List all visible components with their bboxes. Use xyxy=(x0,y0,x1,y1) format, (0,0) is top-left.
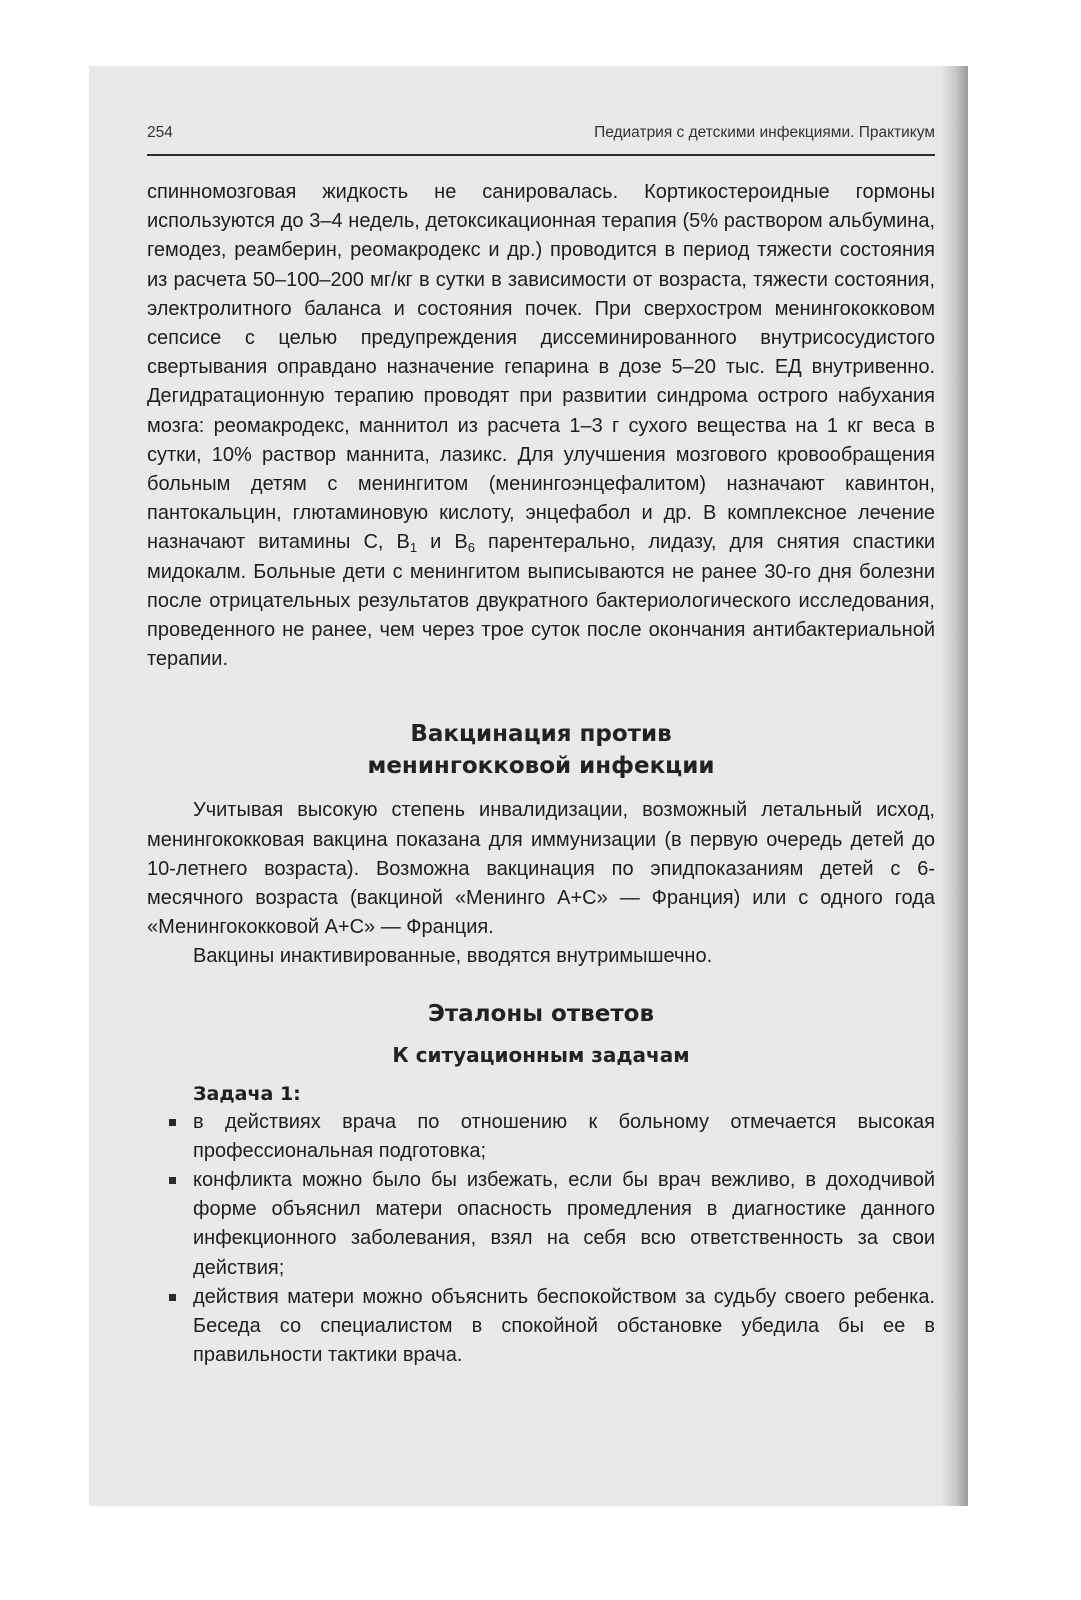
answer-list xyxy=(147,1108,935,1371)
subscript: 6 xyxy=(467,540,475,556)
vaccination-text xyxy=(147,796,935,971)
heading-line: Вакцинация против xyxy=(410,721,672,748)
scanned-page xyxy=(89,66,968,1506)
treatment-text xyxy=(147,178,935,674)
paragraph-text: парентерально, лидазу, для снятия спастики мидокалм. Больные дети с менингитом выписываются не ранее 30-го дня болезни после отрицательных результатов двукратного бактериологического исследования, проведенного не ранее, чем через трое суток после окончания антибактериальной терапии. xyxy=(147,531,936,671)
list-item xyxy=(147,1283,935,1371)
list-item-text: конфликта можно было бы избежать, если бы врач вежливо, в доходчивой форме объяснил матери опасность промедления в диагностике данного инфекционного заболевания, взял на себя всю ответственность за свои действия; xyxy=(193,1169,935,1279)
paragraph-text: и В xyxy=(417,531,468,554)
treatment-paragraph xyxy=(147,178,935,674)
vaccination-paragraph: Вакцины инактивированные, вводятся внутримышечно. xyxy=(193,945,713,968)
running-header xyxy=(147,124,935,156)
answers-subheading: К ситуационным задачам xyxy=(392,1042,690,1067)
heading-line: менингокковой инфекции xyxy=(367,753,715,780)
bullet-icon xyxy=(169,1119,176,1126)
page-number: 254 xyxy=(147,124,173,141)
list-item-text: в действиях врача по отношению к больному отмечается высокая профессиональная подготовка; xyxy=(193,1110,935,1162)
list-item-text: действия матери можно объяснить беспокойством за судьбу своего ребенка. Беседа со специалистом в спокойной обстановке убедила бы ее в правильности тактики врача. xyxy=(193,1285,935,1367)
paragraph-text: спинномозговая жидкость не санировалась. Кортикостероидные гормоны используются до 3–4 недель, детоксикационная терапия (5% раствором альбумина, гемодез, реамберин, реомакродекс и др.) проводится в период тяжести состояния из расчета 50–100–200 мг/кг в сутки в зависимости от возраста, тяжести состояния, электролитного баланса и состояния почек. При сверхостром менингококковом сепсисе с целью предупреждения диссеминированного внутрисосудистого свертывания оправдано назначение гепарина в дозе 5–20 тыс. ЕД внутривенно. Дегидратационную терапию проводят при развитии синдрома острого набухания мозга: реомакродекс, маннитол из расчета 1–3 г сухого вещества на 1 кг веса в сутки, 10% раствор маннита, лазикс. Для улучшения мозгового кровообращения больным детям с менингитом (менингоэнцефалитом) назначают кавинтон, пантокальцин, глютаминовую кислоту, энцефабол и др. В комплексное лечение назначают витамины С, В xyxy=(147,181,935,554)
running-title: Педиатрия с детскими инфекциями. Практикум xyxy=(594,124,935,141)
page-spine-shadow xyxy=(940,66,968,1506)
answers-heading: Эталоны ответов xyxy=(427,1000,655,1027)
vaccination-paragraph: Учитывая высокую степень инвалидизации, возможный летальный исход, менингококковая вакцина показана для иммунизации (в первую очередь детей до 10-летнего возраста). Возможна вакцинация по эпидпоказаниям детей с 6-месячного возраста (вакциной «Менинго А+С» — Франция) или с одного года «Менингококковой А+С» — Франция. xyxy=(147,799,935,939)
list-item xyxy=(147,1108,935,1166)
bullet-icon xyxy=(169,1294,176,1301)
page-content xyxy=(147,124,935,1371)
bullet-icon xyxy=(169,1177,176,1184)
subscript: 1 xyxy=(409,540,418,556)
task-label: Задача 1: xyxy=(193,1082,301,1105)
list-item xyxy=(147,1166,935,1283)
vaccination-heading xyxy=(147,718,935,782)
